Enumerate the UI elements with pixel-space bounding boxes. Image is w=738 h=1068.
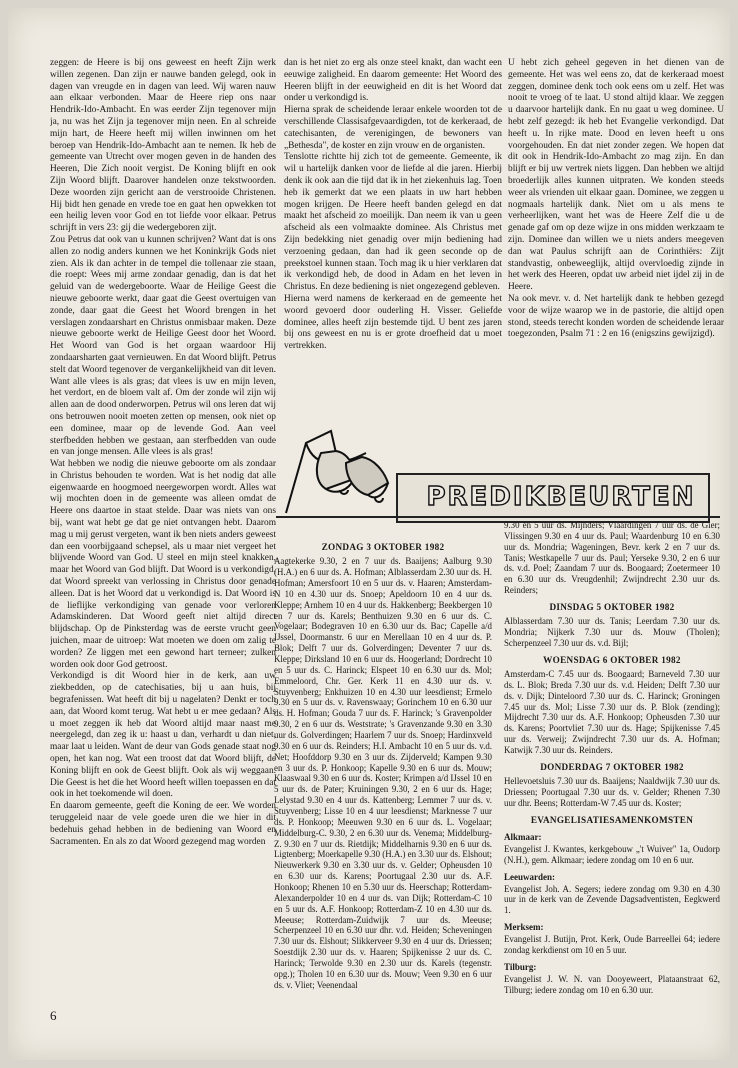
evangelist-entry: Evangelist J. Kwantes, kerkgebouw „'t Wuiver" 1a, Oudorp (N.H.), gem. Alkmaar; iedere zondag om 10 en 6 uur. xyxy=(504,843,720,865)
paragraph: zeggen: de Heere is bij ons geweest en heeft Zijn werk willen zegenen. Dan zijn er nauwe banden gelegd, ook in dagen van vreugde en in dagen van leed. Wij waren nauw aan elkaar verbonden. Maar de Heere riep ons naar Hendrik-Ido-Ambacht. En was eerder Zijn tegenover mijn ja, nu was het Zijn ja tegenover mijn neen. En al schreide mijn hart, de Heere heeft mij willen inwinnen om het beroep van Hendrik-Ido-Ambacht aan te nemen. Ik heb de gemeente van Utrecht over mogen geven in de handen des Heeren, Die Zich nooit vergist. De Koning blijft en ook Zijn Woord blijft. Daarover handelen onze tekstwoorden. Deze woorden zijn gericht aan de verstrooide Christenen. Hij bidt hen genade en vrede toe en gaat hen opwekken tot een heilig leven voor God en tot liefde voor elkaar. Petrus schrijft in vers 23: gij die wedergeboren zijt. xyxy=(50,58,276,234)
evangelist-entry: Evangelist Joh. A. Segers; iedere zondag om 9.30 en 4.30 uur in de kerk van de Zevende Dagsadventisten, Eegkwerd 1. xyxy=(504,883,720,916)
day-heading: DINSDAG 5 OKTOBER 1982 xyxy=(549,602,675,613)
divider xyxy=(276,516,720,518)
paragraph: Wat hebben we nodig die nieuwe geboorte om als zondaar in Christus behouden te worden. Wat is het nodig dat alle eigenwaarde en hoogmoed neergeworpen wordt. Alles wat wij mochten doen in de gemeente was alleen omdat de Heere ons daartoe in staat stelde. Daar was niets van ons bij, want wat hebt ge dat ge niet ontvangen hebt. Daarom mag u mij gerust vergeten, want ik ben niets anders geweest dan een voorbijgaand schepsel, als u maar niet vergeet het blijvende Woord van God. U steel en mijn steel knakken, maar het Woord van God blijft. Dat Woord is u verkondigd, dat Woord spreekt van verlossing in Christus door genade alleen. Dat is het Woord dat u verkondigd is. Dat Woord is de lieflijke verkondiging van genade voor verloren Adamskinderen. Dat Woord geeft niet altijd direct blijdschap. Op de Pinksterdag was de eerste vrucht geen juichen, maar de uitroep: Wat moeten we doen om zalig te worden? Ze liggen met een gewond hart terneer; zulken worden ook door God getroost. xyxy=(50,459,276,670)
schedule-column-2 xyxy=(504,520,720,996)
magazine-page xyxy=(8,8,730,1060)
article-column-3 xyxy=(508,58,724,453)
paragraph: Hierna sprak de scheidende leraar enkele woorden tot de verschillende Classisafgevaardigden, tot de kerkeraad, de catechisanten, de verenigingen, de bewoners van „Bethesda", de koster en zijn vrouw en de organisten. xyxy=(284,105,502,151)
schedule-text: Alblasserdam 7.30 uur ds. Tanis; Leerdam 7.30 uur ds. Mondria; Nijkerk 7.30 uur ds. Mouw (Tholen); Scherpenzeel 7.30 uur ds. v.d. Bijl; xyxy=(504,616,720,648)
page-number: 6 xyxy=(50,1008,57,1023)
schedule-column-1 xyxy=(274,536,492,996)
schedule-text: 9.30 en 5 uur ds. Mijnders; Vlaardingen 7 uur ds. de Gier; Vlissingen 9.30 en 4 uur ds. Paul; Waardenburg 10 en 6.30 uur ds. Mondria; Wageningen, Bevr. kerk 2 en 7 uur ds. Tanis; Westkapelle 7 uur ds. Paul; Yerseke 9.30, 2 en 6 uur ds. v.d. Poel; Zaandam 7 uur ds. Boogaard; Zoetermeer 10 en 6.30 uur ds. Vreugdenhil; Zwijndrecht 2.30 uur ds. Reinders; xyxy=(504,520,720,596)
section-title: PREDIKBEURTEN xyxy=(426,482,696,512)
schedule-text: Amsterdam-C 7.45 uur ds. Boogaard; Barneveld 7.30 uur ds. L. Blok; Breda 7.30 uur ds. v.d. Heiden; Delft 7.30 uur ds. v. Dijk; Dinteloord 7.30 uur ds. C. Harinck; Groningen 7.45 uur ds. Mol; Lisse 7.30 uur ds. P. Blok (zending); Mijdrecht 7.30 uur ds. A.F. Honkoop; Opheusden 7.30 uur ds. Karens; Poortvliet 7.30 uur ds. Hage; Spijkenisse 7.45 uur ds. Verweij; Zwijndrecht 7.30 uur ds. A. Hofman; Katwijk 7.30 uur ds. Reinders. xyxy=(504,669,720,756)
evangelisation-heading: EVANGELISATIESAMENKOMSTEN xyxy=(530,814,694,825)
evangelist-entry: Evangelist J. Butijn, Prot. Kerk, Oude Barreellei 64; iedere zondag kerkdienst om 10 en 5 uur. xyxy=(504,934,720,955)
place-label: Tilburg: xyxy=(504,961,537,972)
paragraph: En daarom gemeente, geeft die Koning de eer. We worden teruggeleid naar de vele goede uren die we hier in dit bedehuis gehad hebben in de bediening van Woord en Sacramenten. En als zo dat Woord gezegend mag worden xyxy=(50,801,276,847)
day-heading: DONDERDAG 7 OKTOBER 1982 xyxy=(540,761,684,772)
paragraph: Hierna werd namens de kerkeraad en de gemeente het woord gevoerd door ouderling H. Visser. Geliefde dominee, alles heeft zijn bestemde tijd. U bent zes jaren bij ons geweest en nu is er grote droefheid dat u moet vertrekken. xyxy=(284,293,502,352)
place-label: Merksem: xyxy=(504,922,544,933)
article-column-2 xyxy=(284,58,502,453)
place-label: Leeuwarden: xyxy=(504,871,555,882)
day-heading: WOENSDAG 6 OKTOBER 1982 xyxy=(543,654,681,665)
paragraph: Zou Petrus dat ook van u kunnen schrijven? Want dat is ons allen zo nodig anders kunnen we het Koninkrijk Gods niet zien. Als ik dan achter in de tempel die tollenaar zie staan, die roept: Wees mij arme zondaar genadig, dan is dat het geluid van de wedergeboorte. Waar de Heilige Geest die nieuwe geboorte werkt, daar gaat die Geest overtuigen van zonde, daar gaat die Geest het Woord brengen in het verslagen zondaarshart en Christus onmisbaar maken. Deze nieuwe geboorte werkt de Heilige Geest door het Woord. Het Woord van God is het orgaan waardoor Hij zondaarsharten gaat vernieuwen. En dat Woord blijft. Petrus stelt dat Woord tegenover de vergankelijkheid van dit leven. Want alle vlees is als gras; dat vlees is uw en mijn leven, het verdort, en de bloem valt af. Om der zonde wil zijn wij allen aan de dood onderworpen. Petrus wil ons leren dat wij ons betrouwen nooit moeten zetten op mensen, ook niet op een dominee, maar op de levende God. Aan veel sterfbedden hebben we gestaan, aan sterfbedden van oude en van jonge mensen. Alle vlees is als gras! xyxy=(50,234,276,458)
paragraph: U hebt zich geheel gegeven in het dienen van de gemeente. Het was wel eens zo, dat de kerkeraad moest zeggen, dominee denk toch ook eens om u zelf. Het was nooit te vroeg of te laat. U stond altijd klaar. We zeggen u daarvoor hartelijk dank. En nu gaat u weg dominee. U hebt zelf gezegd: ik heb het Evangelie verkondigd. Dat heeft u. In rijke mate. Dood en leven heeft u ons voorgehouden. En dat niet zonder zegen. We hopen dat dit ook in Hendrik-Ido-Ambacht zo mag zijn. En dan blijft er bij uw vertrek niets liggen. Dan hebben we altijd broederlijk alles kunnen uitpraten. We konden steeds weer als vrienden uit elkaar gaan. Dominee, we zeggen u nogmaals hartelijk dank. Niet om u als mens te verheerlijken, want het was de Heere Zelf die u de genade gaf om op deze wijze in ons midden werkzaam te zijn. Dominee dan willen we u niets anders meegeven dan wat Paulus schrijft aan de Corinthiërs: Zijt standvastig, onbeweeglijk, altijd overvloedig zijnde in het werk des Heeren, opdat uw arbeid niet ijdel zij in de Heere. xyxy=(508,58,724,293)
schedule-text: Aagtekerke 9.30, 2 en 7 uur ds. Baaijens; Aalburg 9.30 (H.A.) en 6 uur ds. A. Hofman; Alblasserdam 2.30 uur ds. H. Hofman; Amersfoort 10 en 5 uur ds. v. Haaren; Amsterdam-N 10 en 4.30 uur ds. Snoep; Apeldoorn 10 en 4 uur ds. Kleppe; Arnhem 10 en 4 uur ds. Hakkenberg; Beekbergen 10 en 7 uur ds. Karels; Benthuizen 9.30 en 6 uur ds. C. Vogelaar; Bodegraven 10 en 6.30 uur ds. Bac; Capelle a/d IJssel, Doormanstr. 6 uur en Merellaan 10 en 4 uur ds. P. Blok; Delft 7 uur ds. Golverdingen; Deventer 7 uur ds. Kleppe; Dirksland 10 en 6 uur ds. Hoogerland; Dordrecht 10 en 5 uur ds. C. Harinck; Elspeet 10 en 6.30 uur ds. Mol; Emmeloord, Chr. Ger. Kerk 11 en 4.30 uur ds. v. Stuyvenberg; Enkhuizen 10 en 4.30 uur leesdienst; Ermelo 9.30 en 5 uur ds. v. Ravenswaay; Gorinchem 10 en 6.30 uur ds. H. Hofman; Gouda 7 uur ds. F. Harinck; 's Gravenpolder 9.30, 2 en 6 uur ds. Weststrate; 's Gravenzande 9.30 en 3.30 uur ds. Golverdingen; Haarlem 7 uur ds. Snoep; Hardinxveld 9.30 en 6 uur ds. Reinders; H.I. Ambacht 10 en 5 uur ds. v.d. Net; Hoofddorp 9.30 en 3 uur ds. Zijderveld; Kampen 9.30 en 3 uur ds. P. Honkoop; Kapelle 9.30 en 6 uur ds. Mouw; Klaaswaal 9.30 en 6 uur ds. Koster; Krimpen a/d IJssel 10 en 5 uur ds. de Pater; Kruiningen 9.30, 2 en 6 uur ds. Hage; Lelystad 9.30 en 4 uur ds. Kattenberg; Lemmer 7 uur ds. v. Stuyvenberg; Lisse 10 en 4 uur leesdienst; Marknesse 7 uur ds. P. Honkoop; Meeuwen 9.30 en 6 uur ds. L. Vogelaar; Middelburg-C. 9.30, 2 en 6.30 uur ds. Venema; Middelburg-Z. 9.30 en 7 uur ds. Rietdijk; Middelharnis 9.30 en 6 uur ds. Ligtenberg; Moerkapelle 9.30 (H.A.) en 3.30 uur ds. Elshout; Nieuwerkerk 9.30 en 3.30 uur ds. v. Gelder; Opheusden 10 en 6.30 uur ds. Karens; Poortugaal 2.30 uur ds. A.F. Honkoop; Rhenen 10 en 5.30 uur ds. Heerschap; Rotterdam-Alexanderpolder 10 en 4 uur ds. van Dijk; Rotterdam-C 10 en 5 uur ds. A.F. Honkoop; Rotterdam-Z 10 en 4.30 uur ds. Meeuse; Rotterdam-Zuidwijk 7 uur ds. Meeuse; Scherpenzeel 10 en 6.30 uur dhr. v.d. Heiden; Scheveningen 7.30 uur ds. Elshout; Slikkerveer 9.30 en 4 uur ds. Driessen; Soestdijk 2.30 uur ds. v. Haaren; Spijkenisse 2 uur ds. C. Harinck; Terwolde 9.30 en 2.30 uur ds. Karels (tegenstr. opg.); Tholen 10 en 6.30 uur ds. Mouw; Veen 9.30 en 6 uur ds. v. Vliet; Veenendaal xyxy=(274,556,492,990)
place-label: Alkmaar: xyxy=(504,831,542,842)
paragraph: Verkondigd is dit Woord hier in de kerk, aan uw ziekbedden, op de catechisaties, bij u aan huis, bij begrafenissen. Wat heeft dit bij u nagelaten? Denkt er toch aan, dat Woord komt terug. Wat hebt u er mee gedaan? Als u moet zeggen ik heb dat Woord altijd maar naast me neergelegd, dan zeg ik u: haast u dan, verhardt u dan niet, maar laat u leiden. Want de deur van Gods genade staat nog open, het kan nog. Wat een troost dat dat Woord blijft, de Koning blijft en ook de Geest blijft. Ook als wij weggaan. Die Geest is het die het Woord heeft willen toepassen en dat ook in het toekomende wil doen. xyxy=(50,671,276,800)
schedule-text: Hellevoetsluis 7.30 uur ds. Baaijens; Naaldwijk 7.30 uur ds. Driessen; Poortugaal 7.30 uur ds. v. Gelder; Rhenen 7.30 uur dhr. Beens; Rotterdam-W 7.45 uur ds. Koster; xyxy=(504,776,720,808)
article-column-1 xyxy=(50,58,276,988)
predikbeurten-banner xyxy=(276,423,720,531)
church-bells-icon xyxy=(276,423,401,523)
paragraph: Tenslotte richtte hij zich tot de gemeente. Gemeente, ik wil u hartelijk danken voor de liefde al die jaren. Hierbij denk ik ook aan die tijd dat ik in het ziekenhuis lag. Toen heb ik gemerkt dat we een plaats in uw hart hebben mogen krijgen. De Heere heeft banden gelegd en dat maakt het afscheid zo moeilijk. Dan neem ik van u geen afscheid als een volmaakte dominee. Als Christus met Zijn bedekking niet genadig over mijn bediening had verzoening gedaan, dan had ik geen seconde op de preekstoel kunnen staan. Toch mag ik u hier verklaren dat ik verkondigd heb, de dood in Adam en het leven in Christus. En deze bediening is niet ongezegend gebleven. xyxy=(284,152,502,293)
paragraph: Na ook mevr. v. d. Net hartelijk dank te hebben gezegd voor de wijze waarop we in de pastorie, die altijd open stond, steeds terecht konden worden de scheidende leraar toegezonden, Psalm 71 : 2 en 16 (enigszins gewijzigd). xyxy=(508,293,724,340)
evangelist-entry: Evangelist J. W. N. van Dooyeweert, Plataanstraat 62, Tilburg; iedere zondag om 10 en 6.30 uur. xyxy=(504,973,720,995)
day-heading: ZONDAG 3 OKTOBER 1982 xyxy=(321,542,445,552)
paragraph: dan is het niet zo erg als onze steel knakt, dan wacht een eeuwige zaligheid. En daarom gemeente: Het Woord des Heeren blijft in der eeuwigheid en dit is het Woord dat onder u verkondigd is. xyxy=(284,58,502,104)
